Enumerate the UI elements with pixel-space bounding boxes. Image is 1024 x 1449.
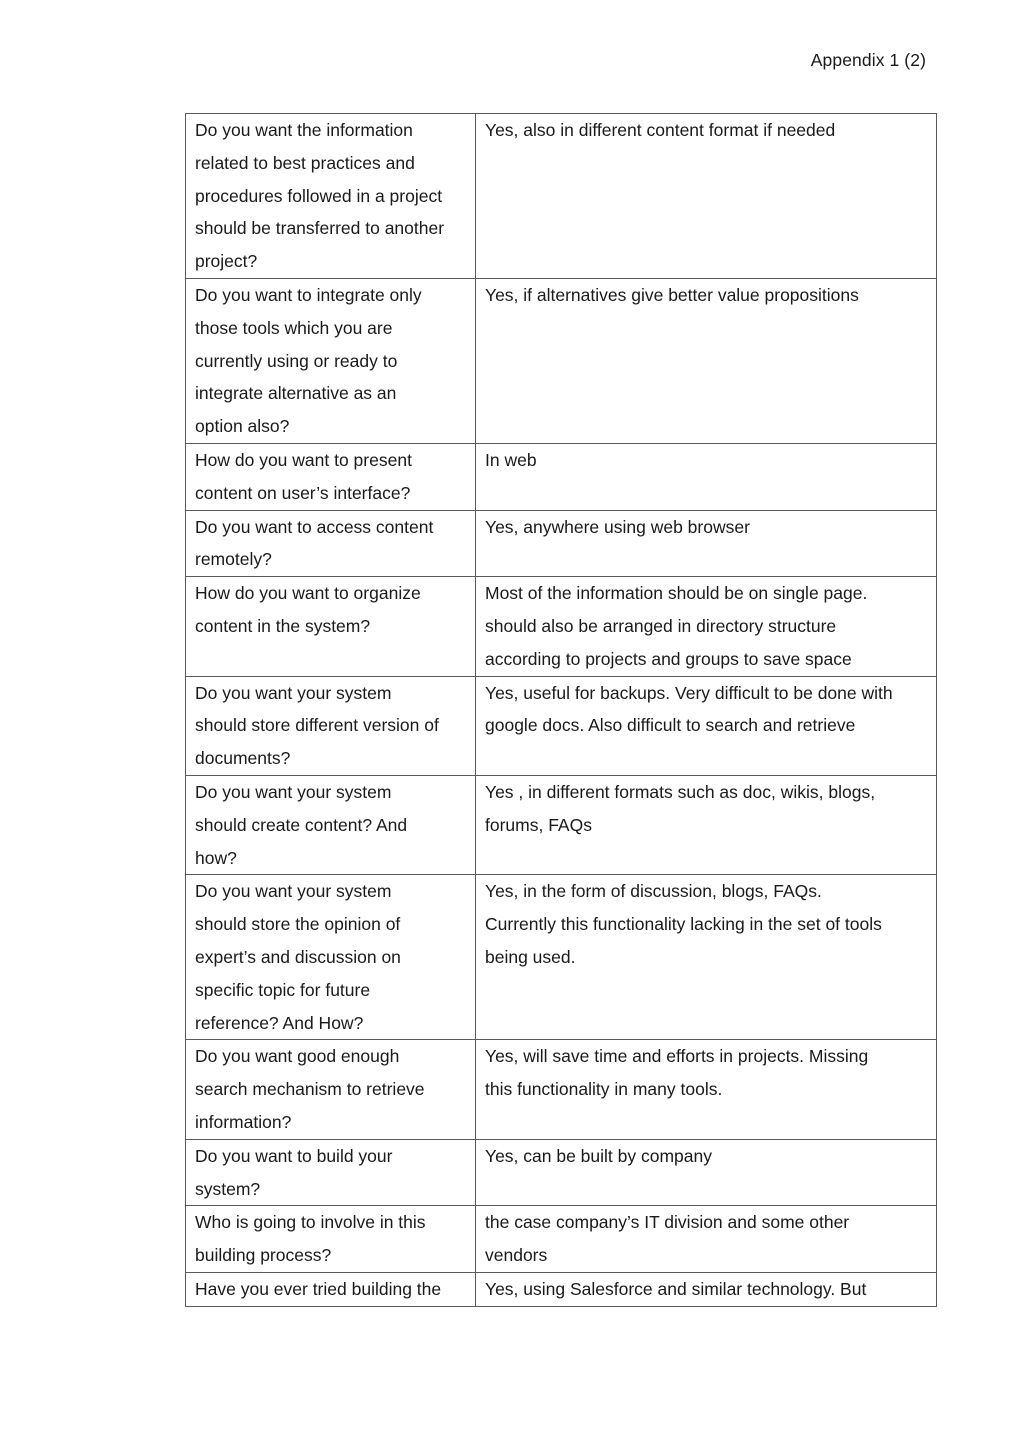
answer-cell: Most of the information should be on single page. should also be arranged in directory structure according to projects and groups to save space bbox=[476, 577, 937, 676]
table-row bbox=[186, 278, 937, 443]
table-row bbox=[186, 1272, 937, 1306]
table-row bbox=[186, 875, 937, 1040]
question-cell: How do you want to present content on user’s interface? bbox=[186, 443, 476, 510]
question-cell: Do you want the information related to best practices and procedures followed in a project should be transferred to another project? bbox=[186, 114, 476, 279]
answer-cell: Yes, will save time and efforts in projects. Missing this functionality in many tools. bbox=[476, 1040, 937, 1139]
question-cell: Do you want your system should store the opinion of expert’s and discussion on specific topic for future reference? And How? bbox=[186, 875, 476, 1040]
table-row bbox=[186, 443, 937, 510]
question-cell: Do you want to integrate only those tools which you are currently using or ready to integrate alternative as an option also? bbox=[186, 278, 476, 443]
question-cell: Do you want your system should create content? And how? bbox=[186, 775, 476, 874]
table-row bbox=[186, 1206, 937, 1273]
answer-cell: the case company’s IT division and some other vendors bbox=[476, 1206, 937, 1273]
answer-cell: Yes, using Salesforce and similar technology. But bbox=[476, 1272, 937, 1306]
page-header: Appendix 1 (2) bbox=[810, 50, 926, 70]
question-cell: Do you want your system should store different version of documents? bbox=[186, 676, 476, 775]
answer-cell: Yes, also in different content format if needed bbox=[476, 114, 937, 279]
table-row bbox=[186, 114, 937, 279]
table-row bbox=[186, 775, 937, 874]
question-cell: Who is going to involve in this building process? bbox=[186, 1206, 476, 1273]
answer-cell: Yes, in the form of discussion, blogs, FAQs. Currently this functionality lacking in the set of tools being used. bbox=[476, 875, 937, 1040]
question-cell: How do you want to organize content in the system? bbox=[186, 577, 476, 676]
table-row bbox=[186, 1139, 937, 1206]
question-cell: Have you ever tried building the bbox=[186, 1272, 476, 1306]
question-cell: Do you want good enough search mechanism to retrieve information? bbox=[186, 1040, 476, 1139]
table-row bbox=[186, 510, 937, 577]
answer-cell: Yes, useful for backups. Very difficult to be done with google docs. Also difficult to search and retrieve bbox=[476, 676, 937, 775]
questionnaire-table bbox=[185, 113, 937, 1307]
answer-cell: Yes, if alternatives give better value propositions bbox=[476, 278, 937, 443]
answer-cell: Yes , in different formats such as doc, wikis, blogs, forums, FAQs bbox=[476, 775, 937, 874]
table-row bbox=[186, 676, 937, 775]
question-cell: Do you want to build your system? bbox=[186, 1139, 476, 1206]
table-row bbox=[186, 1040, 937, 1139]
question-cell: Do you want to access content remotely? bbox=[186, 510, 476, 577]
table-row bbox=[186, 577, 937, 676]
answer-cell: In web bbox=[476, 443, 937, 510]
answer-cell: Yes, can be built by company bbox=[476, 1139, 937, 1206]
answer-cell: Yes, anywhere using web browser bbox=[476, 510, 937, 577]
